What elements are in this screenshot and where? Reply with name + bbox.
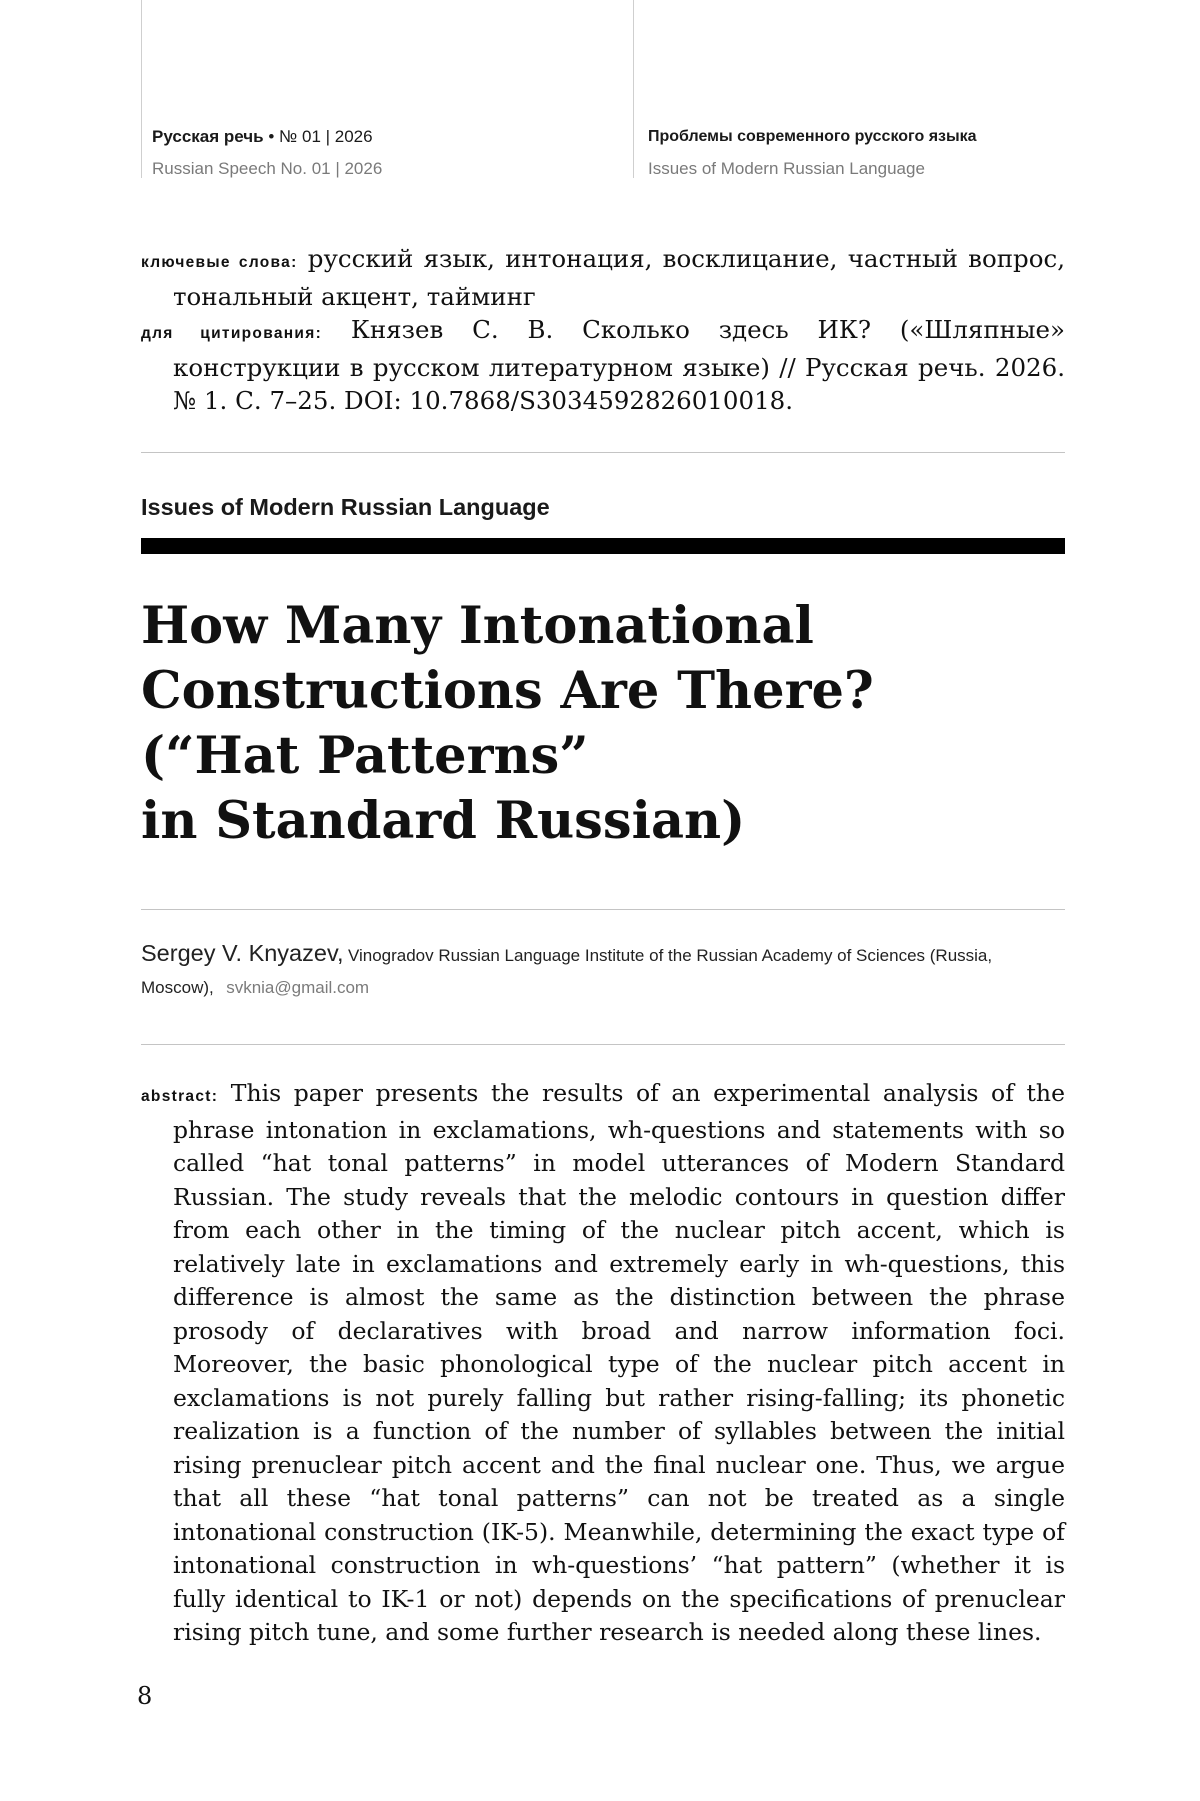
divider xyxy=(141,452,1065,453)
title-line: in Standard Russian) xyxy=(141,791,746,851)
journal-issue-ru: Русская речь • № 01 | 2026 xyxy=(152,127,373,146)
rubric-ru xyxy=(648,124,977,150)
page-number: 8 xyxy=(137,1682,153,1710)
header-left-rule xyxy=(141,0,142,178)
meta-block xyxy=(141,242,1065,418)
article-title xyxy=(141,594,1065,854)
header-right-rule xyxy=(633,0,634,178)
abstract-label: abstract: xyxy=(141,1088,219,1105)
rubric-ru-text: Проблемы современного русского языка xyxy=(648,128,977,145)
divider xyxy=(141,1044,1065,1045)
journal-name-ru: Русская речь xyxy=(152,127,264,146)
running-header-right xyxy=(648,124,977,182)
author-block xyxy=(141,938,1065,1004)
title-line: How Many Intonational xyxy=(141,596,814,656)
rubric-en: Issues of Modern Russian Language xyxy=(648,159,925,178)
keywords-label: ключевые слова: xyxy=(141,254,298,271)
citation-label: для цитирования: xyxy=(141,325,323,342)
section-rule xyxy=(141,538,1065,554)
keywords-text: русский язык, интонация, восклицание, частный вопрос, тональный акцент, тайминг xyxy=(173,244,1065,311)
abstract xyxy=(141,1077,1065,1650)
citation xyxy=(141,313,1065,418)
abstract-paragraph xyxy=(141,1077,1065,1650)
divider xyxy=(141,909,1065,910)
citation-text: Князев С. В. Сколько здесь ИК? («Шляпные» конструкции в русском литературном языке) // Русская речь. 2026. № 1. С. 7–25. DOI: 10.7868/S3034592826010018. xyxy=(173,315,1065,415)
issue-number-ru: № 01 | 2026 xyxy=(279,127,373,146)
author-affiliation: Vinogradov Russian Language Institute of the Russian Academy of Sciences (Russia, Moscow), xyxy=(141,946,993,997)
section-title: Issues of Modern Russian Language xyxy=(141,494,550,520)
journal-issue-en: Russian Speech No. 01 | 2026 xyxy=(152,159,383,178)
title-line: (“Hat Patterns” xyxy=(141,726,589,786)
abstract-text: This paper presents the results of an experimental analysis of the phrase intonation in exclamations, wh-questions and statements with so called “hat tonal patterns” in model utterances of Modern Standard Russian. The study reveals that the melodic contours in question differ from each other in the timing of the nuclear pitch accent, which is relatively late in exclamations and extremely early in wh-questions, this difference is almost the same as the distinction between the phrase prosody of declaratives with broad and narrow information foci. Moreover, the basic phonological type of the nuclear pitch accent in exclamations is not purely falling but rather rising-falling; its phonetic realization is a function of the number of syllables between the initial rising prenuclear pitch accent and the final nuclear one. Thus, we argue that all these “hat tonal patterns” can not be treated as a single intonational construction (IK-5). Meanwhile, determining the exact type of intonational construction in wh-questions’ “hat pattern” (whether it is fully identical to IK-1 or not) depends on the specifications of prenuclear rising pitch tune, and some further research is needed along these lines. xyxy=(173,1079,1065,1646)
keywords xyxy=(141,242,1065,313)
author-email[interactable]: svknia@gmail.com xyxy=(226,978,370,997)
running-header-left xyxy=(152,124,382,182)
title-line: Constructions Are There? xyxy=(141,661,874,721)
author-name: Sergey V. Knyazev, xyxy=(141,940,344,966)
